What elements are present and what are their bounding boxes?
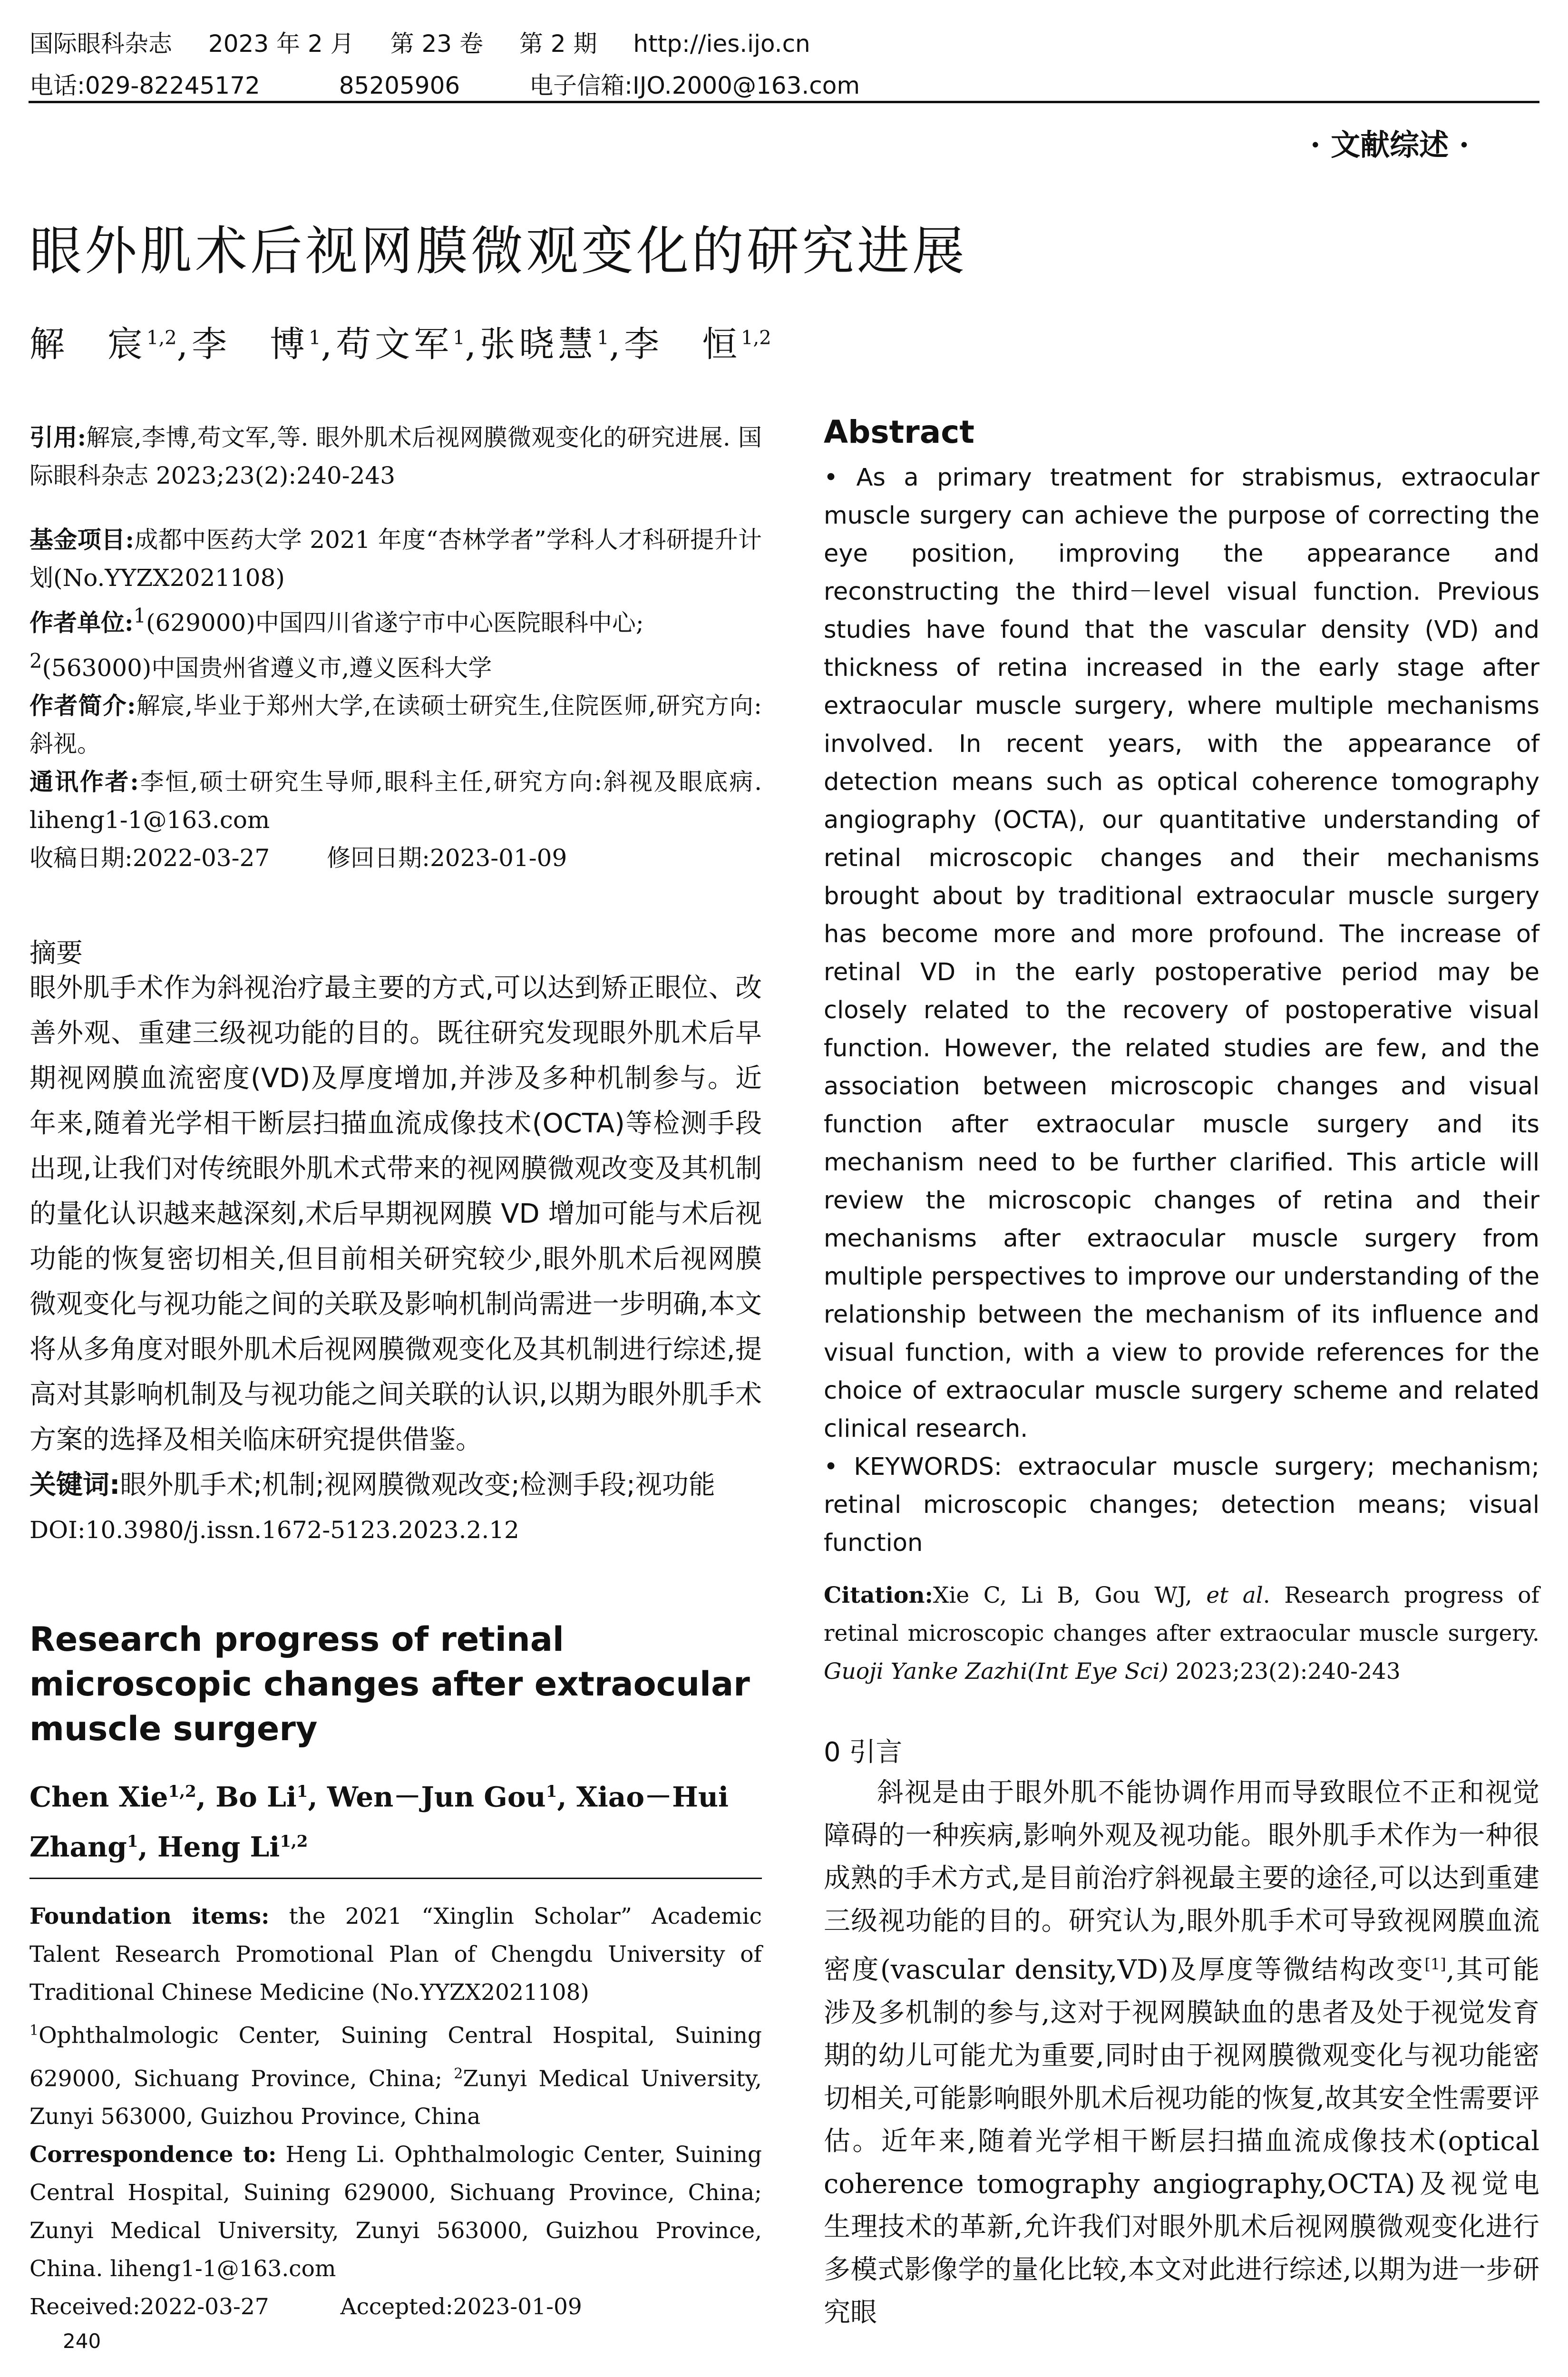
author-name: 张晓慧	[480, 324, 597, 365]
author-name: 苟文军	[336, 324, 453, 365]
en-author-separator: ,	[138, 1831, 157, 1863]
abstract-en-title: Abstract	[824, 414, 974, 450]
english-title: Research progress of retinal microscopic changes after extraocular muscle surgery	[29, 1620, 750, 1748]
en-author-name: Xiao－Hui Zhang	[29, 1781, 729, 1863]
en-author-affiliation-mark: 1,2	[280, 1832, 308, 1851]
english-front-matter	[29, 1898, 762, 2326]
keywords-en: • KEYWORDS: extraocular muscle surgery; mechanism; retinal microscopic changes; detection means; visual function	[824, 1453, 1539, 1557]
author-name: 李 恒	[624, 324, 741, 365]
correspondence-zh: 通讯作者:李恒,硕士研究生导师,眼科主任,研究方向:斜视及眼底病. liheng1-1@163.com	[29, 768, 762, 834]
intro-text: 斜视是由于眼外肌不能协调作用而导致眼位不正和视觉障碍的一种疾病,影响外观及视功能。眼外肌手术作为一种很成熟的手术方式,是目前治疗斜视最主要的途径,可以达到重建三级视功能的目的。研究认为,眼外肌手术可导致视网膜血流密度(vascular density,VD)及厚度等微结构改变[1],其可能涉及多机制的参与,这对于视网膜缺血的患者及处于视觉发育期的幼儿可能尤为重要,同时由于视网膜微观变化与视功能密切相关,可能影响眼外肌术后视功能的恢复,故其安全性需要评估。近年来,随着光学相干断层扫描血流成像技术(optical coherence tomography angiography,OCTA)及视觉电生理技术的革新,允许我们对眼外肌术后视网膜微观变化进行多模式影像学的量化比较,本文对此进行综述,以期为进一步研究眼	[824, 1777, 1539, 2328]
abstract-zh: 眼外肌手术作为斜视治疗最主要的方式,可以达到矫正眼位、改善外观、重建三级视功能的目的。既往研究发现眼外肌术后早期视网膜血流密度(VD)及厚度增加,并涉及多种机制参与。近年来,随着光学相干断层扫描血流成像技术(OCTA)等检测手段出现,让我们对传统眼外肌术式带来的视网膜微观改变及其机制的量化认识越来越深刻,术后早期视网膜 VD 增加可能与术后视功能的恢复密切相关,但目前相关研究较少,眼外肌术后视网膜微观变化与视功能之间的关联及影响机制尚需进一步明确,本文将从多角度对眼外肌术后视网膜微观变化及其机制进行综述,提高对其影响机制及与视功能之间关联的认识,以期为眼外肌手术方案的选择及相关临床研究提供借鉴。 关键词:眼外肌手术;机制;视网膜微观改变;检测手段;视功能 DOI:10.3980/j.issn.1672-5123.2023.2.12	[29, 965, 762, 1553]
section-tag: · 文献综述 ·	[1310, 127, 1470, 162]
author-separator: ,	[321, 324, 336, 365]
paper-title: 眼外肌术后视网膜微观变化的研究进展	[29, 221, 967, 282]
journal-url[interactable]: http://ies.ijo.cn	[633, 30, 810, 58]
keywords-zh: 关键词:眼外肌手术;机制;视网膜微观改变;检测手段;视功能	[29, 1470, 715, 1500]
en-author-separator: ,	[308, 1781, 327, 1813]
author-affiliation-mark: 1	[453, 327, 465, 349]
english-authors-rule	[29, 1878, 762, 1879]
author-separator: ,	[465, 324, 480, 365]
author-list	[29, 316, 771, 367]
abstract-zh-label: 摘要	[29, 938, 83, 969]
author-affiliation-mark: 1	[597, 327, 609, 349]
fund-zh: 基金项目:成都中医药大学 2021 年度“杏林学者”学科人才科研提升计划(No.YYZX2021108)	[29, 526, 762, 592]
phone: 电话:029-82245172	[29, 72, 260, 99]
en-author-separator: ,	[196, 1781, 216, 1813]
doi[interactable]: DOI:10.3980/j.issn.1672-5123.2023.2.12	[29, 1516, 519, 1544]
header-rule	[29, 101, 1539, 103]
dates-zh: 收稿日期:2022-03-27 修回日期:2023-01-09	[29, 844, 567, 872]
bio-zh: 作者简介:解宸,毕业于郑州大学,在读硕士研究生,住院医师,研究方向:斜视。	[29, 692, 762, 758]
journal-email[interactable]: 电子信箱:IJO.2000@163.com	[529, 72, 860, 99]
affiliation-en: $^1$Ophthalmologic Center, Suining Central Hospital, Suining 629000, Sichuang Province, China; $^2$Zunyi Medical University, Zunyi 563000, Guizhou Province, China	[29, 2022, 762, 2130]
correspondence-en: Correspondence to: Heng Li. Ophthalmologic Center, Suining Central Hospital, Suining 629000, Sichuang Province, China; Zunyi Medical University, Zunyi 563000, Guizhou Province, China. liheng1-1@163.com	[29, 2142, 762, 2282]
issue-date: 2023 年 2 月	[208, 30, 354, 58]
journal-header-line2	[29, 67, 888, 101]
page-number: 240	[63, 2329, 101, 2353]
author-affiliation-mark: 1	[309, 327, 321, 349]
en-author-separator: ,	[557, 1781, 576, 1813]
foundation-en: Foundation items: the 2021 “Xinglin Scholar” Academic Talent Research Promotional Plan of Chengdu University of Traditional Chinese Medicine (No.YYZX2021108)	[29, 1903, 762, 2006]
en-author-affiliation-mark: 1	[296, 1782, 308, 1801]
intro-heading: 0 引言	[824, 1737, 903, 1768]
en-author-name: Heng Li	[157, 1831, 280, 1863]
citation-zh: 引用:解宸,李博,苟文军,等. 眼外肌术后视网膜微观变化的研究进展. 国际眼科杂志 2023;23(2):240-243	[29, 423, 762, 489]
english-authors	[29, 1769, 771, 1870]
en-author-affiliation-mark: 1	[545, 1782, 557, 1801]
author-affiliation-mark: 1,2	[146, 327, 177, 349]
volume: 第 23 卷	[390, 30, 483, 58]
author-name: 李 博	[192, 324, 309, 365]
dates-en: Received:2022-03-27 Accepted:2023-01-09	[29, 2294, 582, 2320]
author-separator: ,	[176, 324, 192, 365]
journal-name: 国际眼科杂志	[29, 30, 172, 58]
en-author-name: Wen－Jun Gou	[327, 1781, 546, 1813]
en-author-name: Chen Xie	[29, 1781, 168, 1813]
en-author-affiliation-mark: 1	[127, 1832, 138, 1851]
affiliation-zh: 作者单位:$^1$(629000)中国四川省遂宁市中心医院眼科中心; $^2$(563000)中国贵州省遵义市,遵义医科大学	[29, 604, 644, 682]
left-front-matter	[29, 419, 762, 877]
author-name: 解 宸	[29, 324, 146, 365]
journal-header-line1	[29, 25, 839, 59]
en-author-affiliation-mark: 1,2	[168, 1782, 196, 1801]
phone2: 85205906	[339, 72, 460, 99]
author-affiliation-mark: 1,2	[741, 327, 771, 349]
citation-en: Citation:Xie C, Li B, Gou WJ, et al. Research progress of retinal microscopic changes after extraocular muscle surgery. Guoji Yanke Zazhi(Int Eye Sci) 2023;23(2):240-243	[824, 1582, 1539, 1685]
author-separator: ,	[609, 324, 624, 365]
en-author-name: Bo Li	[215, 1781, 297, 1813]
issue: 第 2 期	[519, 30, 597, 58]
abstract-en: • As a primary treatment for strabismus, extraocular muscle surgery can achieve the purpose of correcting the eye position, improving the appearance and reconstructing the third－level visual function. Previous studies have found that the vascular density (VD) and thickness of retina increased in the early stage after extraocular muscle surgery, where multiple mechanisms involved. In recent years, with the appearance of detection means such as optical coherence tomography angiography (OCTA), our quantitative understanding of retinal microscopic changes and their mechanisms brought about by traditional extraocular muscle surgery has become more and more profound. The increase of retinal VD in the early postoperative period may be closely related to the recovery of postoperative visual function. However, the related studies are few, and the association between microscopic changes and visual function after extraocular muscle surgery and its mechanism need to be further clarified. This article will review the microscopic changes of retina and their mechanisms after extraocular muscle surgery from multiple perspectives to improve our understanding of the relationship between the mechanism of its influence and visual function, with a view to provide references for the choice of extraocular muscle surgery scheme and related clinical research. • KEYWORDS: extraocular muscle surgery; mechanism; retinal microscopic changes; detection means; visual function	[824, 459, 1539, 1562]
reference-1[interactable]: [1]	[1424, 1955, 1446, 1973]
